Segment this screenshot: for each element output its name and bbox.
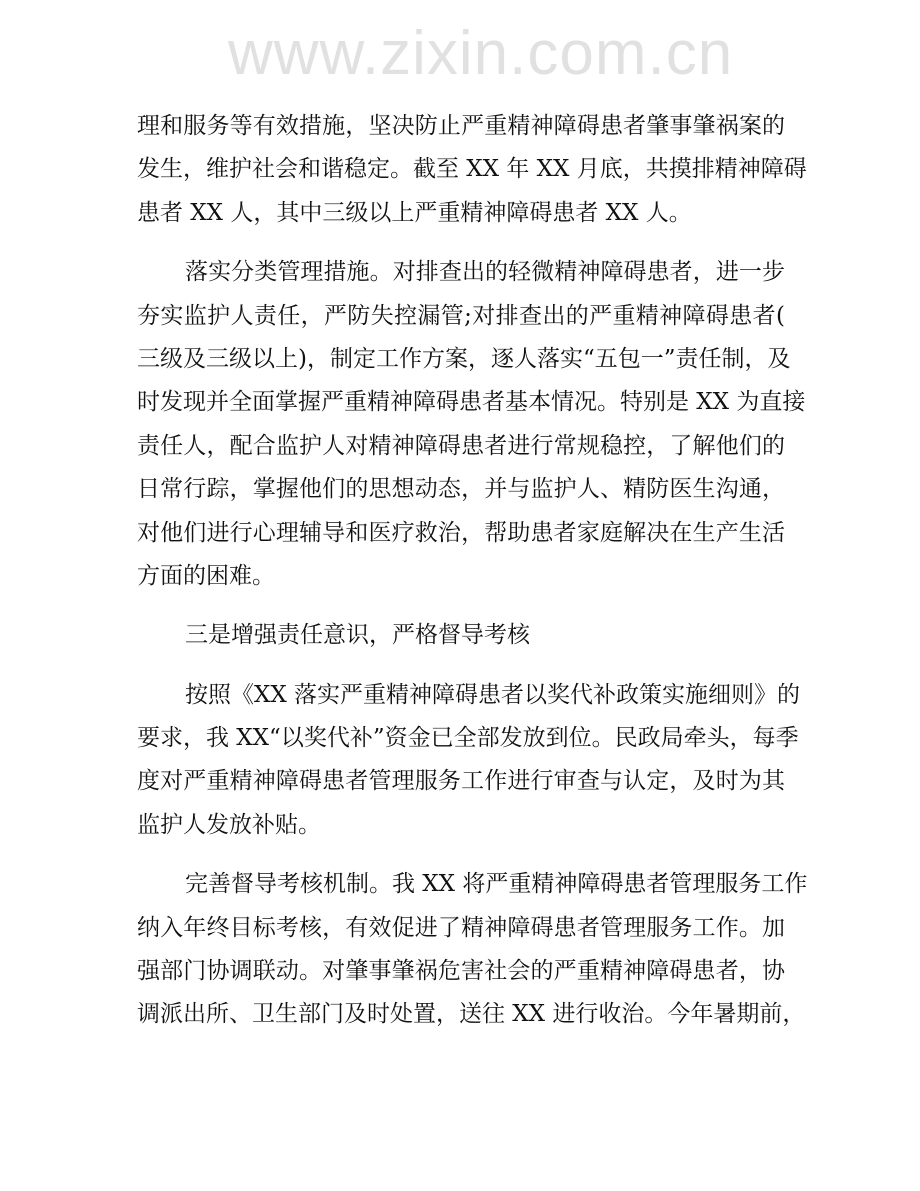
- text-line: 按照《XX 落实严重精神障碍患者以奖代补政策实施细则》的: [185, 681, 801, 708]
- paragraph: [137, 674, 801, 848]
- text-line: 强部门协调联动。对肇事肇祸危害社会的严重精神障碍患者，协: [137, 958, 785, 985]
- paragraph: [137, 251, 806, 598]
- paragraph: [137, 105, 807, 235]
- text-line: 纳入年终目标考核，有效促进了精神障碍患者管理服务工作。加: [137, 914, 785, 941]
- text-line: 要求，我 XX“以奖代补”资金已全部发放到位。民政局牵头，每季: [137, 725, 799, 752]
- text-line: 发生，维护社会和谐稳定。截至 XX 年 XX 月底，共摸排精神障碍: [137, 156, 807, 183]
- text-line: 度对严重精神障碍患者管理服务工作进行审查与认定，及时为其: [137, 768, 785, 795]
- text-line: 落实分类管理措施。对排查出的轻微精神障碍患者，进一步: [185, 259, 785, 286]
- document-page: [137, 105, 808, 1053]
- text-line: 完善督导考核机制。我 XX 将严重精神障碍患者管理服务工作: [185, 871, 808, 898]
- text-line: 调派出所、卫生部门及时处置，送往 XX 进行收治。今年暑期前，: [137, 1001, 806, 1028]
- text-line: 三级及三级以上)，制定工作方案，逐人落实“五包一”责任制，及: [137, 345, 791, 372]
- text-line: 对他们进行心理辅导和医疗救治，帮助患者家庭解决在生产生活: [137, 519, 785, 546]
- text-line: 方面的困难。: [137, 562, 275, 589]
- text-line: 理和服务等有效措施，坚决防止严重精神障碍患者肇事肇祸案的: [137, 113, 785, 139]
- text-line: 日常行踪，掌握他们的思想动态，并与监护人、精防医生沟通，: [137, 476, 785, 503]
- paragraph: [137, 614, 785, 657]
- watermark: www.zixin.com.cn: [228, 19, 734, 88]
- paragraph: [137, 863, 808, 1037]
- text-line: 时发现并全面掌握严重精神障碍患者基本情况。特别是 XX 为直接: [137, 389, 806, 416]
- text-line: 三是增强责任意识，严格督导考核: [185, 622, 530, 649]
- text-line: 患者 XX 人，其中三级以上严重精神障碍患者 XX 人。: [137, 199, 692, 226]
- text-line: 责任人，配合监护人对精神障碍患者进行常规稳控，了解他们的: [137, 432, 785, 459]
- text-line: 夯实监护人责任，严防失控漏管;对排查出的严重精神障碍患者(: [137, 302, 785, 329]
- text-line: 监护人发放补贴。: [137, 811, 321, 838]
